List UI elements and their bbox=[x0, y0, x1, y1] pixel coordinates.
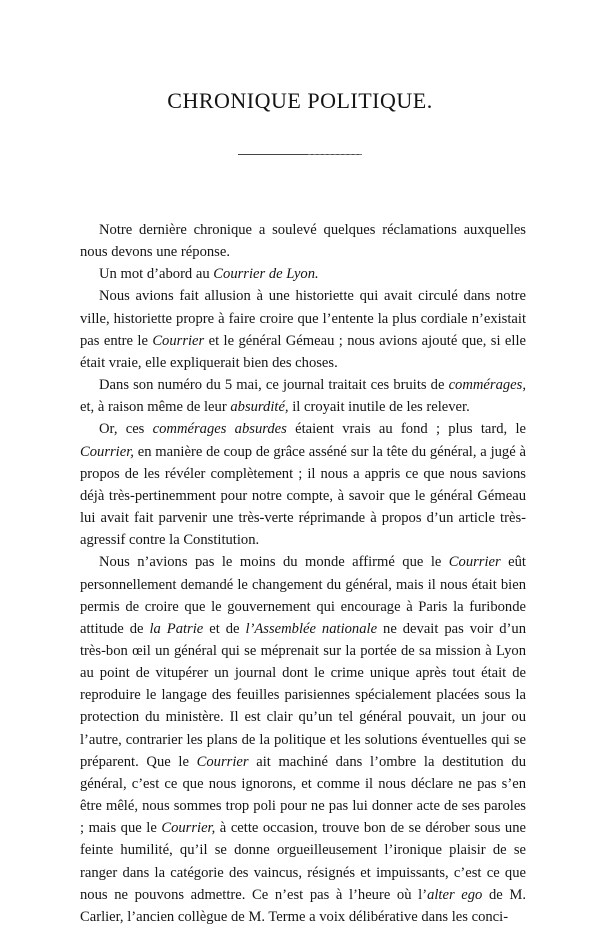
italic-text-run: Courrier bbox=[448, 554, 501, 571]
text-run: Nous avions fait allusion à une historiette qui avait circulé dans notre ville, historiette propre à faire croire que l’entente la plus cordiale n’existait pas entre le bbox=[80, 288, 526, 349]
text-run: Nous n’avions pas le moins du monde affirmé que le bbox=[99, 554, 449, 571]
text-run: ne devait pas voir d’un très-bon œil un général qui se méprenait sur la portée de sa mission à Lyon au point de vitupérer un journal dont le crime unique après tout était de reproduire le langage des feuilles parisiennes spécialement placées sous la protection du ministère. Il est clair qu’un tel général pouvait, un jour ou l’autre, contrarier les plans de la politique et les solutions éventuelles qui se préparent. Que le bbox=[80, 620, 526, 770]
italic-text-run: Courrier, bbox=[80, 443, 134, 460]
italic-text-run: commérages absurdes bbox=[152, 421, 287, 438]
italic-text-run: Courrier de Lyon. bbox=[213, 266, 319, 283]
italic-text-run: Courrier, bbox=[161, 820, 216, 837]
text-run: ait machiné dans l’ombre la destitution du général, c’est ce que nous ignorons, et comme il nous déclare ne pas s’en être mêlé, nous sommes trop poli pour ne pas lui donner acte de ses paroles ; mais que le bbox=[80, 753, 527, 837]
paragraph bbox=[80, 285, 526, 374]
paragraph bbox=[80, 219, 526, 263]
text-run: de M. Carlier, l’ancien collègue de M. Terme a voix délibérative dans les conci- bbox=[80, 886, 526, 925]
paragraph bbox=[80, 374, 526, 418]
paragraph bbox=[80, 263, 526, 285]
italic-text-run: alter ego bbox=[427, 886, 483, 903]
text-run: et de bbox=[203, 620, 246, 637]
text-run: Un mot d’abord au bbox=[99, 266, 214, 283]
italic-text-run: commérages, bbox=[448, 377, 526, 394]
italic-text-run: la Patrie bbox=[149, 620, 204, 637]
paragraph bbox=[80, 551, 526, 928]
article-body bbox=[80, 219, 526, 928]
text-run: eût personnellement demandé le changement du général, mais il nous était bien permis de croire que le gouvernement qui encourage à Paris la furibonde attitude de bbox=[80, 554, 526, 637]
italic-text-run: absurdité, bbox=[230, 399, 289, 416]
text-run: Dans son numéro du 5 mai, ce journal traitait ces bruits de bbox=[99, 377, 449, 394]
italic-text-run: Courrier bbox=[196, 753, 249, 770]
text-run: étaient vrais au fond ; plus tard, le bbox=[286, 421, 526, 438]
text-run: en manière de coup de grâce asséné sur la tête du général, a jugé à propos de les révéler complètement ; il nous a appris ce que nous savions déjà très-pertinemment pour notre compte, à savoir que le général Gémeau lui avait fait parvenir une très-verte réprimande à propos d’un article très-agressif contre la Constitution. bbox=[80, 443, 526, 549]
text-run: et le général Gémeau ; nous avions ajouté que, si elle était vraie, elle expliquerait bien des choses. bbox=[80, 332, 526, 371]
text-run: Or, ces bbox=[99, 421, 153, 438]
title-separator-rule bbox=[238, 154, 362, 155]
text-run: et, à raison même de leur bbox=[80, 399, 231, 416]
italic-text-run: Courrier bbox=[152, 332, 205, 349]
text-run: Notre dernière chronique a soulevé quelques réclamations auxquelles nous devons une réponse. bbox=[80, 222, 526, 261]
page-title: CHRONIQUE POLITIQUE. bbox=[167, 88, 433, 113]
italic-text-run: l’Assemblée nationale bbox=[245, 620, 378, 637]
text-run: il croyait inutile de les relever. bbox=[288, 399, 470, 416]
text-run: à cette occasion, trouve bon de se dérober sous une feinte humilité, qu’il se donne orgueilleusement l’ironique plaisir de se ranger dans la catégorie des vaincus, résignés et impuissants, c’est ce que nous ne pouvons admettre. Ce n’est pas à l’heure où l’ bbox=[80, 820, 526, 903]
paragraph bbox=[80, 418, 526, 551]
